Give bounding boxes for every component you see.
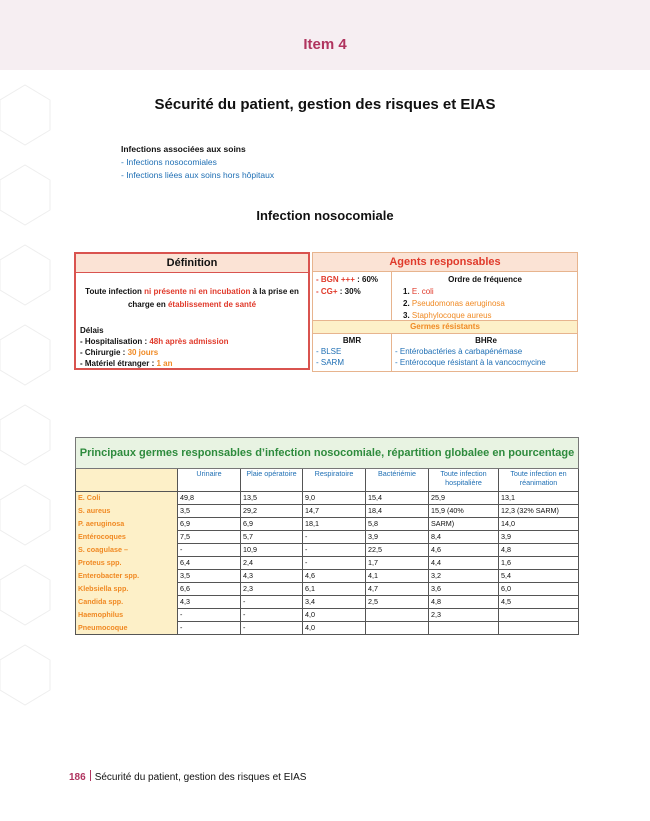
table-cell: -	[178, 544, 241, 557]
item-label: Item 4	[303, 36, 347, 53]
frequency-list	[395, 274, 575, 322]
column-header	[76, 469, 178, 492]
table-body	[76, 492, 579, 635]
table-cell: 14,0	[499, 518, 579, 531]
delais-hosp-value: 48h après admission	[149, 337, 229, 346]
intro-heading: Infections associées aux soins	[121, 144, 246, 154]
germ-name-cell: Haemophilus	[76, 609, 178, 622]
table-cell: 3,4	[303, 596, 366, 609]
table-row	[76, 544, 579, 557]
table-cell: 5,8	[366, 518, 429, 531]
table-cell: 4,0	[303, 609, 366, 622]
table-cell: -	[178, 609, 241, 622]
definition-text-part: Toute infection	[85, 287, 145, 296]
frequency-item	[395, 298, 575, 310]
germ-name-cell: S. coagulase –	[76, 544, 178, 557]
delais-mat	[80, 358, 308, 369]
germ-name-cell: Pneumocoque	[76, 622, 178, 635]
page-number: 186	[69, 772, 86, 783]
table-cell: 4,3	[178, 596, 241, 609]
table-cell: 18,4	[366, 505, 429, 518]
delais-chir-label: - Chirurgie :	[80, 348, 128, 357]
table-cell: 14,7	[303, 505, 366, 518]
table-cell: -	[303, 544, 366, 557]
table-cell: 15,9 (40%	[429, 505, 499, 518]
table-row	[76, 583, 579, 596]
table-row	[76, 531, 579, 544]
table-cell: 4,6	[429, 544, 499, 557]
delais-chir-value: 30 jours	[127, 348, 159, 357]
column-header: Toute infection en réanimation	[499, 469, 579, 492]
table-cell: 6,9	[241, 518, 303, 531]
table-cell: 6,1	[303, 583, 366, 596]
table-row	[76, 570, 579, 583]
table-cell: 9,0	[303, 492, 366, 505]
intro-line: - Infections nosocomiales	[121, 157, 217, 167]
bmr-item: - BLSE	[316, 347, 342, 356]
table-cell: 3,9	[499, 531, 579, 544]
page-title: Sécurité du patient, gestion des risques et EIAS	[154, 96, 496, 113]
table-cell: 6,6	[178, 583, 241, 596]
table-cell: 22,5	[366, 544, 429, 557]
table-cell	[366, 622, 429, 635]
germs-table	[75, 437, 579, 635]
column-header: Bactériémie	[366, 469, 429, 492]
table-cell: 4,4	[429, 557, 499, 570]
table-cell: 2,3	[429, 609, 499, 622]
germ-name-cell: Klebsiella spp.	[76, 583, 178, 596]
table-cell: 8,4	[429, 531, 499, 544]
footer-separator	[90, 770, 91, 781]
definition-box	[74, 252, 310, 370]
table-cell: 3,2	[429, 570, 499, 583]
delais-label: Délais	[80, 326, 104, 335]
germs-header: Germes résistants	[313, 320, 577, 334]
table-cell: 18,1	[303, 518, 366, 531]
agents-box	[312, 252, 578, 372]
table-cell: 13,1	[499, 492, 579, 505]
agents-header: Agents responsables	[313, 253, 577, 272]
germ-name-cell: E. Coli	[76, 492, 178, 505]
column-header: Toute infection hospitalière	[429, 469, 499, 492]
footer-text: Sécurité du patient, gestion des risques et EIAS	[94, 772, 307, 783]
table-cell: 6,0	[499, 583, 579, 596]
agents-proportions	[316, 274, 378, 298]
frequency-header: Ordre de fréquence	[448, 275, 522, 284]
table-cell: 12,3 (32% SARM)	[499, 505, 579, 518]
page-footer	[69, 770, 306, 783]
table-caption: Principaux germes responsables d’infection nosocomiale, répartition globalee en pourcentage	[76, 438, 579, 469]
frequency-germ: Pseudomonas aeruginosa	[411, 299, 505, 308]
definition-text-highlight: ni présente ni en incubation	[144, 287, 251, 296]
table-cell: 2,5	[366, 596, 429, 609]
table-cell: 5,4	[499, 570, 579, 583]
column-header: Plaie opératoire	[241, 469, 303, 492]
germ-name-cell: P. aeruginosa	[76, 518, 178, 531]
table-cell: 4,0	[303, 622, 366, 635]
table-cell: 3,5	[178, 570, 241, 583]
cg-value: : 30%	[337, 287, 361, 296]
section-title: Infection nosocomiale	[256, 208, 394, 223]
table-cell: 4,1	[366, 570, 429, 583]
table-cell: 3,6	[429, 583, 499, 596]
table-cell	[499, 609, 579, 622]
germ-name-cell: S. aureus	[76, 505, 178, 518]
intro-line: - Infections liées aux soins hors hôpitaux	[121, 170, 275, 180]
table-cell: -	[241, 609, 303, 622]
table-cell: 25,9	[429, 492, 499, 505]
bhre-column	[395, 335, 577, 368]
definition-text	[76, 285, 308, 311]
bmr-header: BMR	[342, 336, 362, 345]
table-cell: -	[241, 622, 303, 635]
definition-text-highlight: établissement de santé	[167, 300, 257, 309]
table-header-row	[76, 469, 579, 492]
table-cell: 49,8	[178, 492, 241, 505]
table-cell: -	[178, 622, 241, 635]
bhre-header: BHRe	[475, 336, 497, 345]
column-header: Respiratoire	[303, 469, 366, 492]
table-cell: 15,4	[366, 492, 429, 505]
table-cell: 4,8	[429, 596, 499, 609]
table-cell: 13,5	[241, 492, 303, 505]
germ-name-cell: Candida spp.	[76, 596, 178, 609]
table-cell: 10,9	[241, 544, 303, 557]
table-cell: 3,5	[178, 505, 241, 518]
table-cell: -	[303, 531, 366, 544]
agents-divider	[391, 271, 392, 320]
table-cell	[366, 609, 429, 622]
table-row	[76, 622, 579, 635]
germ-name-cell: Enterobacter spp.	[76, 570, 178, 583]
table-cell: 6,4	[178, 557, 241, 570]
table-cell: SARM)	[429, 518, 499, 531]
frequency-rank: 1.	[403, 287, 412, 296]
table-cell: 3,9	[366, 531, 429, 544]
table-cell: 4,6	[303, 570, 366, 583]
table-cell: 1,6	[499, 557, 579, 570]
table-cell: 4,7	[366, 583, 429, 596]
table-cell: 4,3	[241, 570, 303, 583]
table-cell	[499, 622, 579, 635]
delais-block	[76, 325, 308, 369]
delais-hosp	[80, 336, 308, 347]
frequency-rank: 3.	[403, 311, 412, 320]
column-header: Urinaire	[178, 469, 241, 492]
frequency-item	[395, 286, 575, 298]
header-band	[0, 0, 650, 70]
definition-text-part: à la prise en charge en	[127, 287, 299, 309]
hexagon-decoration	[0, 70, 60, 770]
table-cell: 2,3	[241, 583, 303, 596]
delais-hosp-label: - Hospitalisation :	[80, 337, 150, 346]
intro-block	[121, 143, 274, 182]
germs-table-wrapper	[75, 437, 578, 635]
table-row	[76, 557, 579, 570]
bgn-value: : 60%	[354, 275, 379, 284]
delais-chir	[80, 347, 308, 358]
bmr-item: - SARM	[316, 358, 344, 367]
bgn-label: - BGN +++	[316, 275, 355, 284]
table-cell: 5,7	[241, 531, 303, 544]
table-row	[76, 518, 579, 531]
bhre-item: - Entérocoque résistant à la vancocmycine	[395, 358, 546, 367]
frequency-germ: Staphylocoque aureus	[411, 311, 492, 320]
table-cell: 2,4	[241, 557, 303, 570]
germ-name-cell: Entérocoques	[76, 531, 178, 544]
delais-mat-label: - Matériel étranger :	[80, 359, 157, 368]
table-cell: 1,7	[366, 557, 429, 570]
frequency-items	[395, 286, 575, 322]
bmr-column	[316, 335, 388, 368]
table-cell: -	[303, 557, 366, 570]
table-cell: -	[241, 596, 303, 609]
table-cell: 7,5	[178, 531, 241, 544]
germ-name-cell: Proteus spp.	[76, 557, 178, 570]
table-row	[76, 505, 579, 518]
table-row	[76, 609, 579, 622]
table-row	[76, 596, 579, 609]
frequency-germ: E. coli	[411, 287, 434, 296]
delais-mat-value: 1 an	[156, 359, 173, 368]
table-cell: 29,2	[241, 505, 303, 518]
table-row	[76, 492, 579, 505]
table-cell: 4,8	[499, 544, 579, 557]
bhre-item: - Entérobactéries à carbapénémase	[395, 347, 523, 356]
table-cell: 6,9	[178, 518, 241, 531]
definition-header: Définition	[76, 254, 308, 273]
table-cell: 4,5	[499, 596, 579, 609]
table-cell	[429, 622, 499, 635]
cg-label: - CG+	[316, 287, 338, 296]
frequency-rank: 2.	[403, 299, 412, 308]
germs-divider	[391, 333, 392, 371]
